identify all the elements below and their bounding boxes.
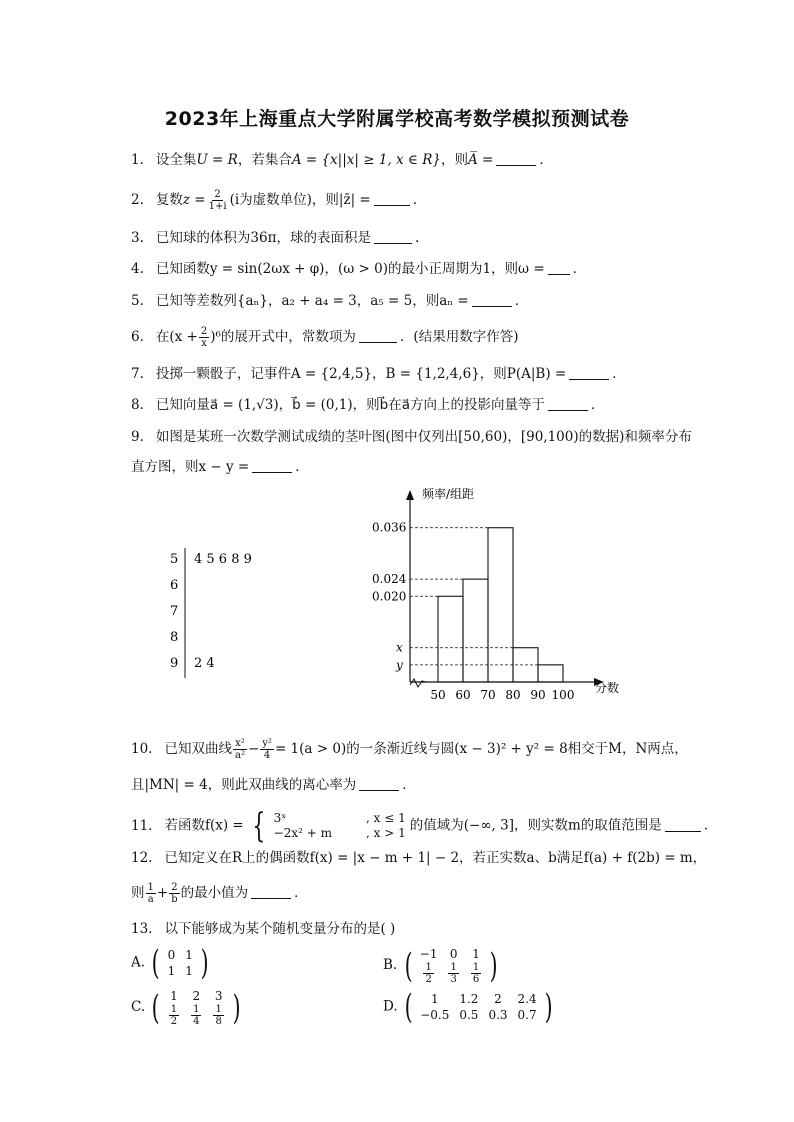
stem-value: 7 bbox=[170, 604, 179, 619]
question-10: 10. 已知双曲线 $\frac{\text{x²}}{\text{a²}}$ − $\frac{\text{y²}}{4}$ = 1(a > 0)的一条渐近线与圆(x − 3)² + y² = 8相交于M，N两点， bbox=[131, 738, 688, 761]
leaf-values: 2 4 bbox=[194, 656, 215, 671]
y-axis-arrow bbox=[406, 490, 414, 500]
x-tick-label: 60 bbox=[455, 688, 471, 702]
answer-blank bbox=[252, 458, 292, 473]
question-7: 7. 投掷一颗骰子，记事件A = {2,4,5}，B = {1,2,4,6}，则P(A|B) = ． bbox=[131, 366, 626, 382]
y-tick-label: 0.020 bbox=[372, 589, 407, 604]
x-tick-label: 50 bbox=[430, 688, 446, 702]
option-a[interactable]: A. ( 0 1 1 1 ) bbox=[131, 943, 209, 983]
question-1: 1. 设全集U = R，若集合A = {x||x| ≥ 1, x ∈ R}，则A̅ = ． bbox=[131, 152, 553, 168]
stem-value: 9 bbox=[170, 656, 179, 671]
question-3: 3. 已知球的体积为36π，球的表面积是 . bbox=[131, 230, 420, 246]
answer-blank bbox=[548, 396, 588, 411]
option-b[interactable]: B. ( −1 0 1 $\frac{1}{2}$ $\frac{1}{3}$ $\frac{1}{6}$ ) bbox=[383, 945, 498, 986]
answer-blank bbox=[359, 776, 399, 791]
stem-value: 8 bbox=[170, 630, 179, 645]
option-d[interactable]: D. ( 1 1.2 2 2.4 −0.5 0.5 0.3 0.7 ) bbox=[383, 987, 553, 1027]
answer-blank bbox=[548, 260, 570, 275]
y-tick-label: 0.036 bbox=[372, 520, 407, 535]
question-11: 11. 若函数f(x) = { 3ˣ , x ≤ 1 −2x² + m , x > 1 的值域为(−∞, 3]，则实数m的取值范围是 . bbox=[131, 806, 709, 846]
stem-leaf-plot bbox=[168, 548, 308, 683]
y-axis-label: 频率/组距 bbox=[422, 487, 475, 501]
question-12: 12. 已知定义在R上的偶函数f(x) = |x − m + 1| − 2，若正实数a、b满足f(a) + f(2b) = m， bbox=[131, 850, 707, 866]
y-tick-label: y bbox=[396, 657, 403, 672]
answer-blank bbox=[496, 151, 536, 166]
y-tick-label: 0.024 bbox=[372, 572, 407, 587]
question-12-line2: 则 $\frac{1}{a}$ + $\frac{2}{b}$ 的最小值为 ． bbox=[131, 882, 308, 905]
x-tick-label: 100 bbox=[551, 688, 575, 702]
frequency-histogram bbox=[360, 482, 660, 702]
answer-blank bbox=[472, 292, 512, 307]
question-13: 13. 以下能够成为某个随机变量分布的是( ) bbox=[131, 921, 396, 937]
stem-value: 5 bbox=[170, 552, 179, 567]
histogram-bar bbox=[538, 665, 563, 682]
piecewise-function: { 3ˣ , x ≤ 1 −2x² + m , x > 1 bbox=[252, 806, 406, 846]
leaf-values: 4 5 6 8 9 bbox=[194, 552, 252, 567]
answer-blank bbox=[374, 191, 410, 206]
y-tick-label: x bbox=[396, 640, 403, 655]
answer-blank bbox=[665, 817, 701, 832]
x-tick-label: 70 bbox=[480, 688, 496, 702]
answer-blank bbox=[251, 884, 291, 899]
question-5: 5. 已知等差数列{aₙ}，a₂ + a₄ = 3，a₅ = 5，则aₙ = ． bbox=[131, 293, 529, 309]
histogram-bar bbox=[488, 528, 513, 682]
question-10-line2: 且|MN| = 4，则此双曲线的离心率为 ． bbox=[131, 777, 416, 793]
question-9: 9. 如图是某班一次数学测试成绩的茎叶图(图中仅列出[50,60)，[90,100)的数据)和频率分布 bbox=[131, 429, 692, 445]
axis-break-mark bbox=[410, 679, 426, 687]
answer-blank bbox=[359, 328, 397, 343]
x-tick-label: 80 bbox=[505, 688, 521, 702]
question-9-line2: 直方图，则x − y = ． bbox=[131, 459, 309, 475]
question-6: 6. 在(x + $\frac{2}{x}$ )⁶的展开式中，常数项为 ．(结果用数字作答) bbox=[131, 326, 519, 349]
question-8: 8. 已知向量a⃗ = (1,√3)，b⃗ = (0,1)，则b⃗在a⃗方向上的投影向量等于 ． bbox=[131, 397, 605, 413]
x-axis-label: 分数 bbox=[595, 681, 620, 695]
page-title: 2023年上海重点大学附属学校高考数学模拟预测试卷 bbox=[164, 108, 630, 130]
option-c[interactable]: C. ( 1 2 3 $\frac{1}{2}$ $\frac{1}{4}$ $\frac{1}{8}$ ) bbox=[131, 987, 241, 1028]
question-4: 4. 已知函数y = sin(2ωx + φ)，(ω > 0)的最小正周期为1，则ω = ． bbox=[131, 261, 587, 277]
x-tick-label: 90 bbox=[530, 688, 546, 702]
histogram-bar bbox=[463, 579, 488, 682]
answer-blank bbox=[569, 365, 609, 380]
answer-blank bbox=[374, 229, 412, 244]
histogram-bar bbox=[438, 596, 463, 682]
question-2: 2. 复数z = $\frac{2}{1+i}$ (i为虚数单位)，则|z̄| = . bbox=[131, 189, 418, 212]
stem-value: 6 bbox=[170, 578, 179, 593]
